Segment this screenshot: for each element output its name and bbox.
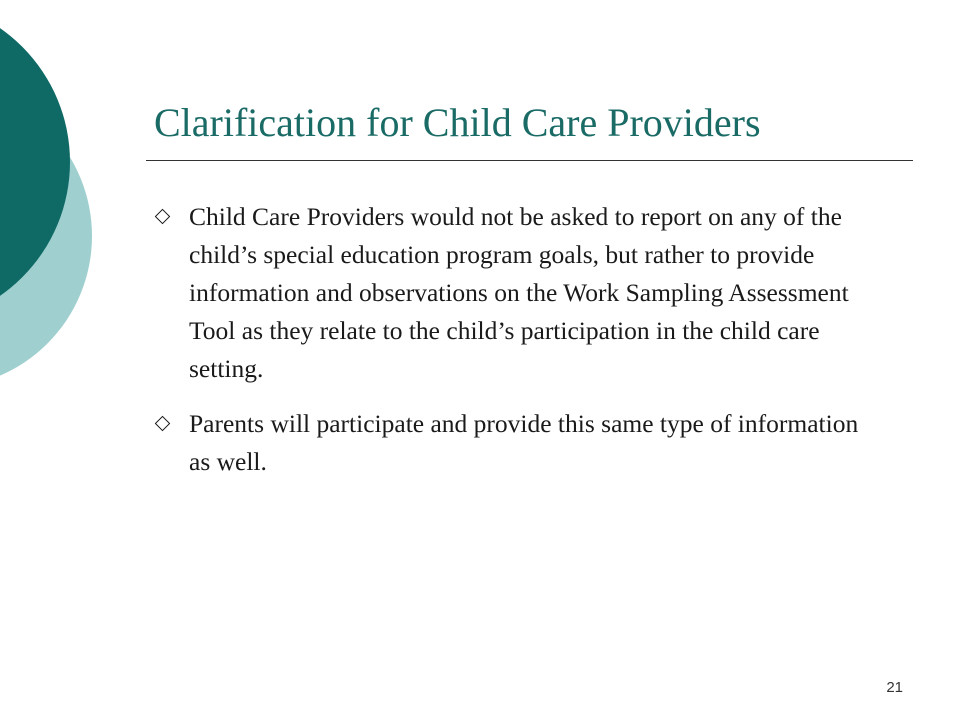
diamond-outline-icon: [155, 209, 171, 225]
bullet-text: Parents will participate and provide this same type of information as well.: [189, 409, 859, 476]
diamond-outline-icon: [155, 416, 171, 432]
bullet-item: [157, 198, 877, 388]
bullet-item: [157, 405, 877, 481]
decorative-circles: [0, 0, 140, 420]
bullet-text: Child Care Providers would not be asked to report on any of the child’s special education program goals, but rather to provide information and observations on the Work Sampling Assessment Tool as they relate to the child’s participation in the child care setting.: [189, 202, 849, 383]
bullet-list: [157, 198, 877, 498]
title-divider: [146, 160, 913, 161]
slide-title: Clarification for Child Care Providers: [154, 100, 761, 145]
page-number: 21: [886, 679, 903, 696]
